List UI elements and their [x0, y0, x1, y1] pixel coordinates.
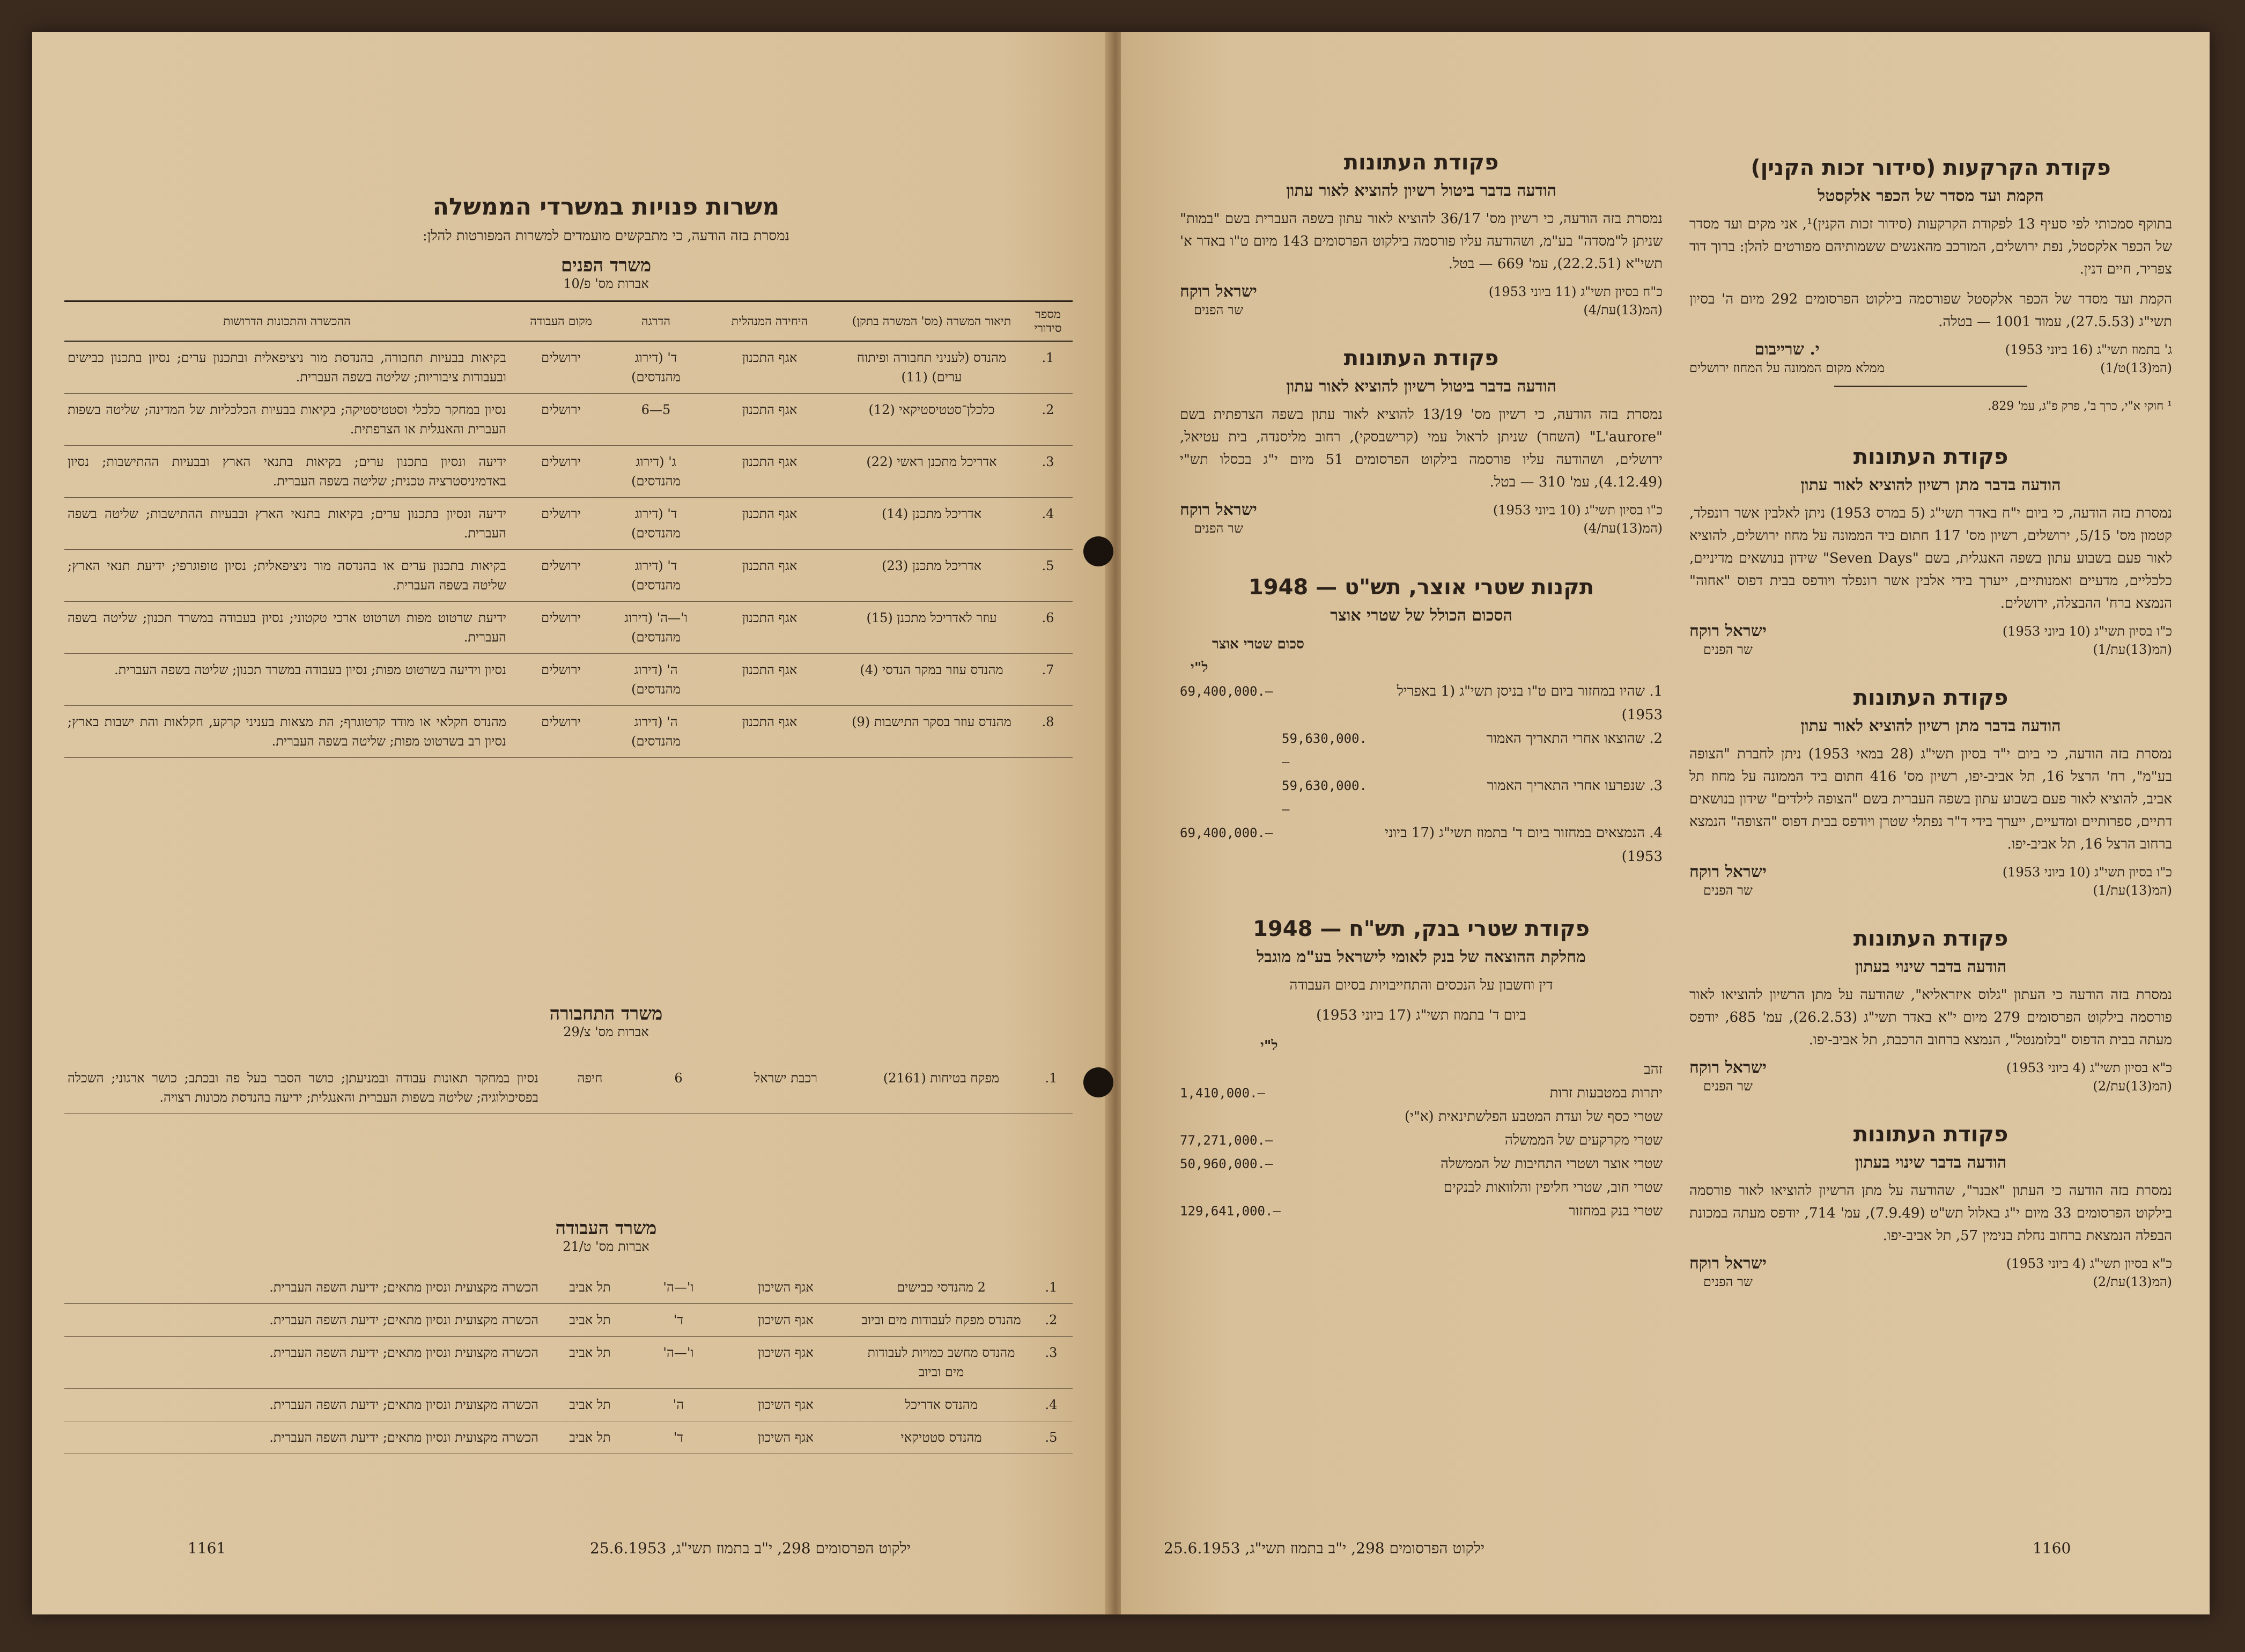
- cell-unit: רכבת ישראל: [719, 1062, 853, 1114]
- table-row: [64, 1389, 1073, 1421]
- signer-name: ישראל רוקח: [1180, 282, 1257, 301]
- cell-unit: אגף התכנון: [699, 446, 840, 498]
- notice-date: כ"א בסיון תשי"ג (4 ביוני 1953): [2006, 1256, 2172, 1271]
- signer-title: שר הפנים: [1193, 303, 1243, 318]
- cell-grade: ה': [638, 1389, 719, 1421]
- notice-signature: [1180, 501, 1663, 537]
- row-value-2: 69,400,000.—: [1180, 684, 1273, 699]
- cell-place: תל אביב: [542, 1271, 638, 1304]
- cell-grade: ה' (דירוג מהנדסים): [612, 654, 699, 706]
- row-label: זהב: [1644, 1061, 1663, 1078]
- cell-serial: 4.: [1030, 1389, 1073, 1421]
- row-label: שנפרעו אחרי התאריך האמור: [1487, 778, 1645, 794]
- table-row: [64, 446, 1073, 498]
- table-row: [64, 550, 1073, 602]
- notice-section: [1689, 685, 2172, 899]
- cell-serial: 8.: [1023, 706, 1073, 758]
- cell-grade: ד' (דירוג מהנדסים): [612, 498, 699, 550]
- notice-date: כ"א בסיון תשי"ג (4 ביוני 1953): [2006, 1060, 2172, 1075]
- notice-body: נמסרת בזה הודעה, כי רשיון מס' 36/17 להוציא לאור עתון בשפה העברית בשם "במות" שניתן ל"מסדה" בע"מ, ושהודעה עליו פורסמה בילקוט הפרסומים 143 מיום ט"ו באדר א' תשי"א (22.2.51), עמ' 669 — בטל.: [1180, 211, 1663, 272]
- cell-serial: 5.: [1030, 1421, 1073, 1454]
- header-grade: הדרגה: [612, 301, 699, 342]
- header-serial: מספר סידורי: [1023, 301, 1073, 342]
- document-spread: [32, 32, 2210, 1614]
- row-value: [1180, 1105, 1298, 1129]
- signer-title: שר הפנים: [1703, 883, 1753, 898]
- row-label: הנמצאים במחזור ביום ד' בתמוז תשי"ג (17 ביוני 1953): [1385, 825, 1663, 865]
- notice-title: פקודת העתונות: [1853, 926, 2008, 951]
- ministry-name: משרד התחבורה: [549, 1003, 663, 1024]
- cell-unit: אגף השיכון: [719, 1271, 853, 1304]
- cell-description: מהנדס מחשב כמויות לעבודות מים וביוב: [853, 1337, 1030, 1389]
- vacancies-title: משרות פנויות במשרדי הממשלה: [432, 193, 780, 220]
- treasury-row: [1180, 680, 1663, 727]
- bank-section: [1180, 917, 1663, 1223]
- cell-description: מהנדס אדריכל: [853, 1389, 1030, 1421]
- row-value-1: 59,630,000.—: [1282, 731, 1367, 770]
- notice-title: פקודת העתונות: [1343, 150, 1499, 175]
- notice-ref: (המ(13)עת/4): [1583, 521, 1663, 536]
- treasury-col-header: סכום שטרי אוצר: [1212, 636, 1304, 652]
- notice-body: נמסרת בזה הודעה, כי ביום י"ח באדר תשי"ג (5 במרס 1953) ניתן לאלבין אשר רונפלד, קטמון מס' 5/15, ירושלים, רשיון מס' 117 חתום ביד הממונה על מחוז ירושלים, להוציא לאור פעם בשבוע עתון בשפה האנגלית, בשם "Seven Days" שידון בנושאים מדיניים, כלכליים, מדעיים ואמנותיים, ייערך בידי אלבין אשר רונפלד ויודפס בבית דפוס "אחוה" הנמצא ברח' ההבצלה, ירושלים.: [1689, 505, 2172, 611]
- notice-section: [1180, 150, 1663, 319]
- cell-place: ירושלים: [509, 394, 612, 446]
- row-label: שטרי אוצר ושטרי התחיבות של הממשלה: [1441, 1156, 1663, 1172]
- notice-date: ג' בתמוז תשי"ג (16 ביוני 1953): [2005, 342, 2172, 357]
- treasury-unit: ל"י: [1191, 660, 1208, 676]
- cell-description: עוזר לאדריכל מתכנן (15): [840, 602, 1023, 654]
- row-value-2: [1180, 774, 1282, 821]
- cell-place: ירושלים: [509, 654, 612, 706]
- notice-ref: (המ(13)עת/2): [2093, 1079, 2172, 1094]
- notice-body: נמסרת בזה הודעה, כי רשיון מס' 13/19 להוציא לאור עתון בשפה הצרפתית בשם "L'aurore" (השחר) שניתן לראול עמי (קרישבסקי), רחוב מליסנדה, בית עטיאל, ירושלים, ושהודעה עליו פורסמה בילקוט הפרסומים 51 מיום י"ג בכסלו תש"י (4.12.49), עמ' 310 — בטל.: [1180, 407, 1663, 490]
- notice-date: כ"ו בסיון תשי"ג (10 ביוני 1953): [2002, 624, 2172, 639]
- cell-requirements: נסיון במחקר תאונות עבודה ובמניעתן; כושר הסבר בעל פה ובכתב; כושר ארגוני; השכלה בפסיכולוגיה; שליטה בשפות העברית והאנגלית; ידיעה בהנדסת מכונות רצויה.: [64, 1062, 542, 1114]
- binding-hole: [1083, 1067, 1113, 1097]
- row-label: שהוצאו אחרי התאריך האמור: [1486, 731, 1645, 747]
- notice-title: פקודת העתונות: [1343, 346, 1499, 371]
- notice-title: פקודת העתונות: [1853, 685, 2008, 710]
- notice-subtitle: הודעה בדבר שינוי בעתון: [1855, 957, 2007, 976]
- cell-requirements: הכשרה מקצועית ונסיון מתאים; ידיעת השפה העברית.: [64, 1271, 542, 1304]
- vacancies-table: [64, 300, 1073, 758]
- row-value-1: 59,630,000.—: [1282, 778, 1367, 817]
- signer-name: י. שרייבום: [1754, 340, 1820, 359]
- signer-title: ממלא מקום הממונה על המחוז ירושלים: [1689, 360, 1885, 375]
- cell-place: תל אביב: [542, 1304, 638, 1337]
- notice-subtitle: הודעה בדבר שינוי בעתון: [1855, 1153, 2007, 1172]
- notice-subtitle: הודעה בדבר ביטול רשיון להוציא לאור עתון: [1286, 377, 1556, 396]
- cell-grade: 5—6: [612, 394, 699, 446]
- cell-place: תל אביב: [542, 1389, 638, 1421]
- treasury-section: [1180, 575, 1663, 868]
- table-row: [64, 1304, 1073, 1337]
- notice-date: כ"ו בסיון תשי"ג (10 ביוני 1953): [1493, 503, 1663, 518]
- cell-unit: אגף השיכון: [719, 1304, 853, 1337]
- cell-place: ירושלים: [509, 341, 612, 394]
- cell-unit: אגף התכנון: [699, 550, 840, 602]
- left-column: [1180, 150, 1663, 1250]
- cell-requirements: הכשרה מקצועית ונסיון מתאים; ידיעת השפה העברית.: [64, 1389, 542, 1421]
- treasury-row: [1180, 774, 1663, 821]
- notice-subtitle: הודעה בדבר מתן רשיון להוציא לאור עתון: [1800, 476, 2061, 495]
- row-value: 50,960,000.—: [1180, 1156, 1273, 1171]
- table-row: [64, 341, 1073, 394]
- table-row: [64, 1062, 1073, 1114]
- table-row: [64, 1421, 1073, 1454]
- notice-subtitle: הודעה בדבר ביטול רשיון להוציא לאור עתון: [1286, 181, 1556, 200]
- cell-description: 2 מהנדסי כבישים: [853, 1271, 1030, 1304]
- row-label: שטרי חוב, שטרי חליפין והלוואות לבנקים: [1443, 1179, 1663, 1196]
- cell-requirements: ידיעה ונסיון בתכנון ערים; בקיאות בתנאי הארץ ובבעיות ההתישבות; שליטה בשפה העברית.: [64, 498, 509, 550]
- bank-row: [1180, 1081, 1663, 1105]
- cell-serial: 1.: [1030, 1062, 1073, 1114]
- row-value-2: 69,400,000.—: [1180, 825, 1273, 840]
- notice-signature: [1180, 283, 1663, 319]
- cell-serial: 4.: [1023, 498, 1073, 550]
- page-1160: [1121, 32, 2210, 1614]
- ministry-ref: אברות מס' פ/10: [563, 276, 649, 291]
- cell-unit: אגף השיכון: [719, 1389, 853, 1421]
- cell-place: חיפה: [542, 1062, 638, 1114]
- notice-section: [1689, 156, 2172, 418]
- cell-serial: 2.: [1030, 1304, 1073, 1337]
- cell-requirements: מהנדס חקלאי או מודד קרטוגרף; הת מצאות בעניני קרקע, חקלאות והת ישבות בארץ; נסיון רב בשרטוט מפות; שליטה בשפה העברית.: [64, 706, 509, 758]
- cell-place: תל אביב: [542, 1421, 638, 1454]
- cell-grade: ד' (דירוג מהנדסים): [612, 341, 699, 394]
- bank-sub2: דין וחשבון על הנכסים והתחייבויות בסיום העבודה: [1289, 977, 1553, 993]
- cell-requirements: בקיאות בבעיות תחבורה, בהנדסת מור ניציפאלית ובתכנון ערים; נסיון בתכנון כבישים ובעבודות ציבוריות; שליטה בשפה העברית.: [64, 341, 509, 394]
- notice-body: נמסרת בזה הודעה כי העתון "גלוס איזראליא", שהודעה על מתן הרשיון להוציאו לאור פורסמה בילקוט הפרסומים 279 מיום י"א באדר תשי"ג (26.2.53), עמ' 685, יודפס מעתה בבית הדפוס "בלומנטל", הנמצא ברחוב הרכבת, תל אביב-יפו.: [1689, 987, 2173, 1048]
- notice-section: [1689, 926, 2172, 1095]
- bank-row: [1180, 1129, 1663, 1152]
- vacancies-table-transport: [64, 1062, 1073, 1114]
- cell-unit: אגף התכנון: [699, 341, 840, 394]
- notice-ref: (המ(13)עת/1): [2093, 883, 2172, 898]
- cell-serial: 7.: [1023, 654, 1073, 706]
- cell-place: ירושלים: [509, 550, 612, 602]
- row-number: 4.: [1649, 825, 1663, 841]
- cell-serial: 2.: [1023, 394, 1073, 446]
- footnote: ¹ חוקי א"י, כרך ב', פרק פ"ג, עמ' 829.: [1988, 400, 2172, 413]
- cell-description: אדריכל מתכנן ראשי (22): [840, 446, 1023, 498]
- cell-requirements: ידיעת שרטוט מפות ושרטוט ארכי טקטוני; נסיון בעבודה במשרד תכנון; שליטה בשפה העברית.: [64, 602, 509, 654]
- cell-unit: אגף התכנון: [699, 498, 840, 550]
- notice-signature: [1689, 1255, 2172, 1291]
- row-number: 1.: [1649, 683, 1663, 699]
- cell-description: מהנדס (לעניני תחבורה ופיתוח ערים) (11): [840, 341, 1023, 394]
- row-value: 1,410,000.—: [1180, 1086, 1265, 1101]
- notice-signature: [1689, 1059, 2172, 1095]
- notice-body: נמסרת בזה הודעה כי העתון "אבנר", שהודעה על מתן הרשיון להוציאו לאור פורסמה בילקוט הפרסומים 33 מיום י"ג באלול תש"ט (7.9.49), עמ' 714, יודפס מעתה במכונת הבפלה הנמצאת ברחוב נחלת בנימין 57, תל אביב-יפו.: [1689, 1183, 2172, 1244]
- cell-unit: אגף התכנון: [699, 394, 840, 446]
- signer-title: שר הפנים: [1703, 1274, 1753, 1289]
- signer-name: ישראל רוקח: [1689, 1058, 1767, 1077]
- cell-serial: 5.: [1023, 550, 1073, 602]
- header-requirements: ההכשרה והתכונות הדרושות: [64, 301, 509, 342]
- ministry-ref: אברות מס' ט/21: [563, 1239, 649, 1254]
- cell-place: ירושלים: [509, 446, 612, 498]
- cell-unit: אגף השיכון: [719, 1337, 853, 1389]
- treasury-title: תקנות שטרי אוצר, תש"ט — 1948: [1248, 575, 1594, 600]
- notice-title: פקודת העתונות: [1853, 1122, 2008, 1147]
- notice-section: [1689, 445, 2172, 659]
- notice-section: [1180, 346, 1663, 537]
- table-row: [64, 394, 1073, 446]
- notice-ref: (המ(13)עת/4): [1583, 303, 1663, 318]
- notice-ref: (המ(13)עת/2): [2093, 1274, 2172, 1289]
- row-value-1: [1282, 821, 1373, 868]
- cell-place: ירושלים: [509, 498, 612, 550]
- row-value: 129,641,000.—: [1180, 1204, 1281, 1219]
- bank-row: [1180, 1199, 1663, 1223]
- signer-name: ישראל רוקח: [1689, 862, 1767, 881]
- bank-unit: ל"י: [1260, 1038, 1278, 1054]
- signer-name: ישראל רוקח: [1689, 622, 1767, 640]
- signer-title: שר הפנים: [1703, 1079, 1753, 1094]
- binding-hole: [1083, 536, 1113, 566]
- cell-description: מהנדס מפקח לעבודות מים וביוב: [853, 1304, 1030, 1337]
- bank-row: [1180, 1058, 1663, 1081]
- cell-description: מהנדס עוזר בסקר התישבות (9): [840, 706, 1023, 758]
- notice-title: פקודת הקרקעות (סידור זכות הקנין): [1751, 156, 2111, 180]
- notice-signature: [1689, 341, 2172, 377]
- cell-requirements: נסיון במחקר כלכלי וסטטיסטיקה; בקיאות בבעיות הכלכליות של המדינה; שליטה בשפות העברית והאנגלית או הצרפתית.: [64, 394, 509, 446]
- notice-subtitle: הקמת ועד מסדר של הכפר אלקסטל: [1818, 187, 2044, 205]
- notice-ref: (המ(13)עת/1): [2093, 642, 2172, 657]
- ministry-ref: אברות מס' צ/29: [563, 1024, 649, 1039]
- page-1161: [32, 32, 1110, 1614]
- row-label: שהיו במחזור ביום ט"ו בניסן תשי"ג (1 באפריל 1953): [1397, 683, 1663, 723]
- signer-name: ישראל רוקח: [1180, 500, 1257, 519]
- cell-description: מהנדס סטטיקאי: [853, 1421, 1030, 1454]
- cell-grade: ד' (דירוג מהנדסים): [612, 550, 699, 602]
- notice-date: כ"ו בסיון תשי"ג (10 ביוני 1953): [2002, 865, 2172, 880]
- cell-grade: ה' (דירוג מהנדסים): [612, 706, 699, 758]
- signer-title: שר הפנים: [1193, 521, 1243, 536]
- notice-subtitle: הודעה בדבר מתן רשיון להוציא לאור עתון: [1800, 717, 2061, 735]
- right-column: [1689, 156, 2172, 1318]
- row-label: שטרי בנק במחזור: [1568, 1203, 1663, 1219]
- cell-unit: אגף השיכון: [719, 1421, 853, 1454]
- row-value: [1180, 1058, 1298, 1081]
- row-value-1: [1282, 680, 1373, 727]
- footnote-rule: [1834, 386, 2027, 387]
- cell-requirements: הכשרה מקצועית ונסיון מתאים; ידיעת השפה העברית.: [64, 1421, 542, 1454]
- page-number: 1161: [188, 1539, 226, 1557]
- notice-body: נמסרת בזה הודעה, כי ביום י"ד בסיון תשי"ג (28 במאי 1953) ניתן לחברת "הצופה בע"מ", רח' הרצל 16, תל אביב-יפו, רשיון מס' 416 חתום ביד הממונה על מחוז תל אביב, להוציא לאור פעם בשבוע עתון בשפה העברית בשם "הצופה לילדים" שידון בנושאים דתיים, ספרותיים ומדעיים, ייערך בידי ד"ר נפתלי שטרן ויודפס בבית דפוס "הצופה" הנמצא ברחוב הרצל 16, תל אביב-יפו.: [1689, 746, 2173, 852]
- row-value: [1180, 1176, 1298, 1199]
- cell-description: אדריכל מתכנן (14): [840, 498, 1023, 550]
- row-label: שטרי כסף של ועדת המטבע הפלשתינאית (א"י): [1404, 1109, 1663, 1125]
- signer-title: שר הפנים: [1703, 642, 1753, 657]
- treasury-subtitle: הסכום הכולל של שטרי אוצר: [1330, 606, 1512, 625]
- row-label: שטרי מקרקעים של הממשלה: [1504, 1132, 1663, 1148]
- vacancies-table-labour: [64, 1271, 1073, 1454]
- notice-body-2: הקמת ועד מסדר של הכפר אלקסטל שפורסמה בילקוט הפרסומים 292 מיום ה' בסיון תשי"ג (27.5.53), עמוד 1001 — בטלה.: [1689, 291, 2173, 330]
- vacancies-intro: נמסרת בזה הודעה, כי מתבקשים מועמדים למשרות המפורטות להלן:: [422, 228, 790, 244]
- page-footer: ילקוט הפרסומים 298, י"ב בתמוז תשי"ג, 25.6.1953: [590, 1539, 911, 1557]
- notice-signature: [1689, 863, 2172, 899]
- treasury-row: [1180, 727, 1663, 774]
- table-row: [64, 498, 1073, 550]
- cell-unit: אגף התכנון: [699, 706, 840, 758]
- cell-place: ירושלים: [509, 602, 612, 654]
- header-description: תיאור המשרה (מס' המשרה בתקן): [840, 301, 1023, 342]
- cell-requirements: ידיעה ונסיון בתכנון ערים; בקיאות בתנאי הארץ ובבעיות ההתישבות; נסיון באדמיניסטרציה טכנית; שליטה בשפה העברית.: [64, 446, 509, 498]
- table-row: [64, 602, 1073, 654]
- cell-requirements: הכשרה מקצועית ונסיון מתאים; ידיעת השפה העברית.: [64, 1337, 542, 1389]
- cell-serial: 3.: [1030, 1337, 1073, 1389]
- table-row: [64, 654, 1073, 706]
- treasury-row: [1180, 821, 1663, 868]
- cell-grade: ו'—ה': [638, 1271, 719, 1304]
- cell-grade: ו'—ה' (דירוג מהנדסים): [612, 602, 699, 654]
- table-row: [64, 1271, 1073, 1304]
- notice-date: כ"ח בסיון תשי"ג (11 ביוני 1953): [1488, 284, 1663, 299]
- cell-serial: 6.: [1023, 602, 1073, 654]
- cell-requirements: הכשרה מקצועית ונסיון מתאים; ידיעת השפה העברית.: [64, 1304, 542, 1337]
- cell-description: מהנדס עוזר במקר הנדסי (4): [840, 654, 1023, 706]
- cell-grade: ו'—ה': [638, 1337, 719, 1389]
- table-row: [64, 1337, 1073, 1389]
- cell-serial: 3.: [1023, 446, 1073, 498]
- ministry-name: משרד הפנים: [560, 255, 652, 276]
- header-unit: היחידה המנהלית: [699, 301, 840, 342]
- cell-requirements: בקיאות בתכנון ערים או בהנדסה מור ניציפאלית; נסיון טופוגרפי; ידיעת תנאי הארץ; שליטה בשפה העברית.: [64, 550, 509, 602]
- table-header-row: [64, 301, 1073, 342]
- bank-row: [1180, 1176, 1663, 1199]
- cell-description: אדריכל מתכנן (23): [840, 550, 1023, 602]
- cell-requirements: נסיון וידיעה בשרטוט מפות; נסיון בעבודה במשרד תכנון; שליטה בשפה העברית.: [64, 654, 509, 706]
- bank-row: [1180, 1152, 1663, 1176]
- cell-serial: 1.: [1023, 341, 1073, 394]
- header-place: מקום העבודה: [509, 301, 612, 342]
- cell-grade: ג' (דירוג מהנדסים): [612, 446, 699, 498]
- notice-section: [1689, 1122, 2172, 1291]
- cell-description: מפקח בטיחות (2161): [853, 1062, 1030, 1114]
- notice-ref: (המ(13)ט/1): [2100, 360, 2172, 375]
- signer-name: ישראל רוקח: [1689, 1254, 1767, 1273]
- row-value: 77,271,000.—: [1180, 1133, 1273, 1148]
- row-number: 2.: [1649, 731, 1663, 747]
- row-label: יתרות במטבעות זרות: [1549, 1085, 1663, 1101]
- row-number: 3.: [1649, 778, 1663, 794]
- row-value-2: [1180, 727, 1282, 774]
- cell-place: ירושלים: [509, 706, 612, 758]
- page-number: 1160: [2033, 1539, 2071, 1557]
- cell-grade: ד': [638, 1421, 719, 1454]
- cell-serial: 1.: [1030, 1271, 1073, 1304]
- cell-grade: 6: [638, 1062, 719, 1114]
- bank-row: [1180, 1105, 1663, 1129]
- bank-title: פקודת שטרי בנק, תש"ח — 1948: [1253, 917, 1590, 941]
- cell-unit: אגף התכנון: [699, 654, 840, 706]
- notice-title: פקודת העתונות: [1853, 445, 2008, 469]
- cell-grade: ד': [638, 1304, 719, 1337]
- cell-unit: אגף התכנון: [699, 602, 840, 654]
- cell-place: תל אביב: [542, 1337, 638, 1389]
- bank-sub3: ביום ד' בתמוז תשי"ג (17 ביוני 1953): [1316, 1007, 1526, 1023]
- notice-signature: [1689, 622, 2172, 659]
- table-row: [64, 706, 1073, 758]
- notice-body: בתוקף סמכותי לפי סעיף 13 לפקודת הקרקעות (סידור זכות הקנין)¹, אני מקים ועד מסדר של הכפר אלקסטל, נפת ירושלים, המורכב מהאנשים ששמותיהם מפורטים להלן: ברוך דוד צפריר, חיים דנין.: [1689, 216, 2172, 277]
- ministry-name: משרד העבודה: [555, 1218, 657, 1239]
- cell-description: כלכלן־סטטיסטיקאי (12): [840, 394, 1023, 446]
- page-footer: ילקוט הפרסומים 298, י"ב בתמוז תשי"ג, 25.6.1953: [1164, 1539, 1485, 1557]
- bank-subtitle: מחלקת ההוצאה של בנק לאומי לישראל בע"מ מוגבל: [1257, 948, 1586, 967]
